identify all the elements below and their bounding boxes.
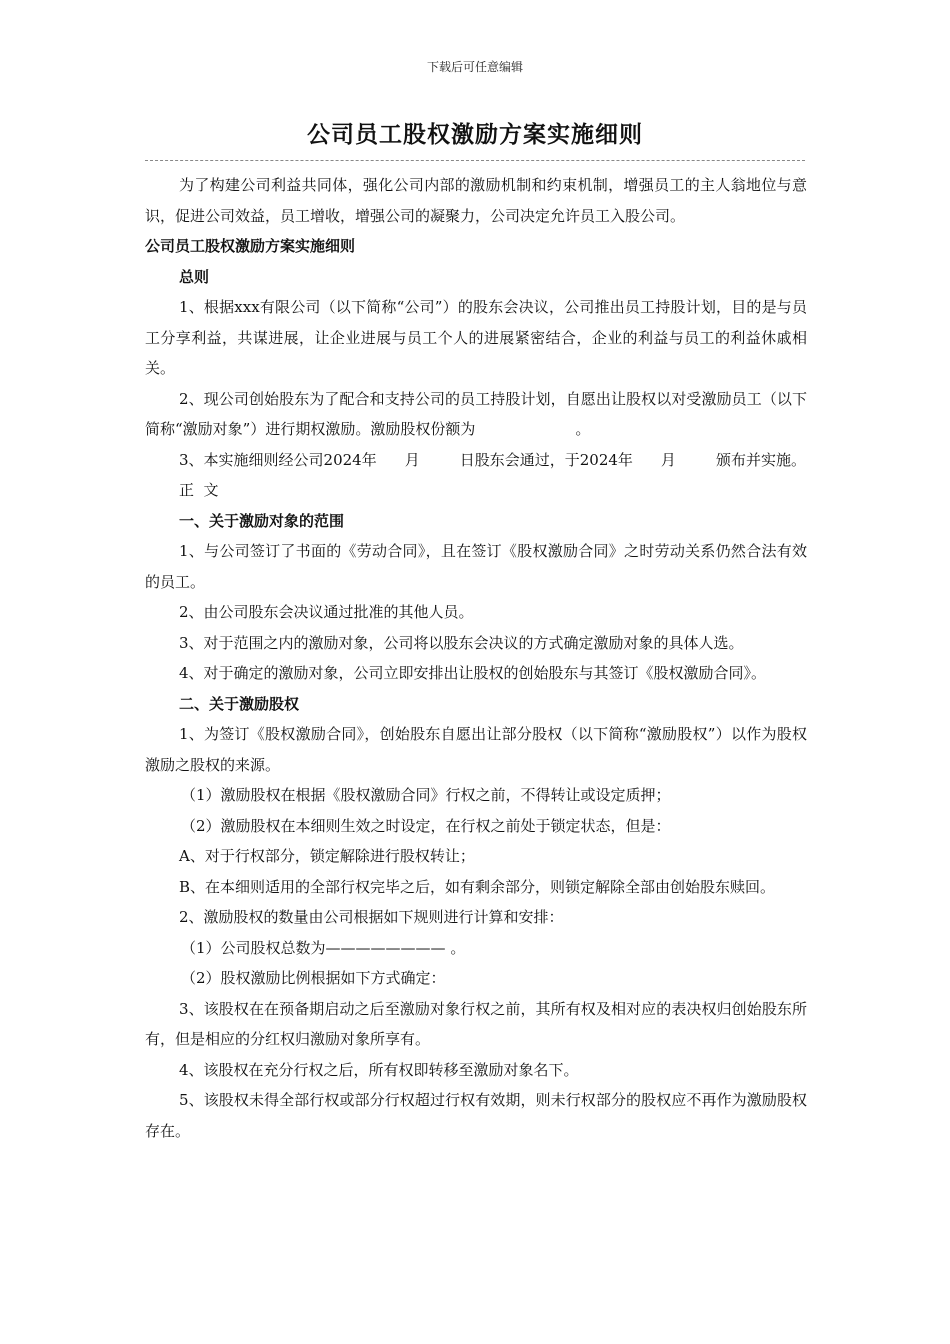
section2-paragraph-5: 5、该股权未得全部行权或部分行权超过行权有效期，则未行权部分的股权应不再作为激励股权存在。 — [145, 1091, 807, 1140]
subtitle: 公司员工股权激励方案实施细则 — [145, 237, 356, 255]
section2-paragraph-2: 2、激励股权的数量由公司根据如下规则进行计算和安排： — [179, 908, 564, 926]
section1-item: 4、对于确定的激励对象，公司立即安排出让股权的创始股东与其签订《股权激励合同》。 — [179, 664, 767, 682]
header-note: 下载后可任意编辑 — [426, 60, 523, 74]
general-heading: 总则 — [179, 267, 210, 286]
section2-item-a: A、对于行权部分，锁定解除进行股权转让； — [179, 847, 475, 865]
section2-sub-1: （1）激励股权在根据《股权激励合同》行权之前，不得转让或设定质押； — [181, 786, 671, 804]
section2-paragraph-1: 1、为签订《股权激励合同》，创始股东自愿出让部分股权（以下简称“激励股权”）以作为股权激励之股权的来源。 — [145, 725, 807, 774]
section1-item: 2、由公司股东会决议通过批准的其他人员。 — [179, 603, 474, 621]
general-paragraph-2-end: 。 — [575, 420, 591, 438]
p3-part-c: 日股东会通过，于2024年 — [459, 450, 633, 469]
p3-part-a: 3、本实施细则经公司2024年 — [179, 450, 377, 469]
general-paragraph-2-text: 2、现公司创始股东为了配合和支持公司的员工持股计划，自愿出让股权以对受激励员工（以下简称“激励对象”）进行期权激励。激励股权份额为 — [145, 389, 807, 438]
section1-heading: 一、关于激励对象的范围 — [179, 511, 345, 530]
section2-sub-3: （1）公司股权总数为———————— 。 — [181, 938, 466, 957]
section1-item: 3、对于范围之内的激励对象，公司将以股东会决议的方式确定激励对象的具体人选。 — [179, 633, 744, 652]
p3-part-d: 月 — [660, 450, 676, 469]
document-body — [145, 170, 807, 1146]
section2-sub-4: （2）股权激励比例根据如下方式确定： — [181, 969, 446, 987]
section2-heading: 二、关于激励股权 — [179, 694, 300, 713]
general-paragraph-2 — [145, 384, 807, 445]
general-paragraph-3 — [145, 445, 807, 476]
section2-item-b: B、在本细则适用的全部行权完毕之后，如有剩余部分，则锁定解除全部由创始股东赎回。 — [179, 877, 776, 896]
section1-item: 1、与公司签订了书面的《劳动合同》，且在签订《股权激励合同》之时劳动关系仍然合法有效的员工。 — [145, 542, 807, 591]
general-paragraph-1: 1、根据xxx有限公司（以下简称“公司”）的股东会决议，公司推出员工持股计划，目的是与员工分享利益，共谋进展，让企业进展与员工个人的进展紧密结合，企业的利益与员工的利益休戚相关。 — [145, 298, 807, 377]
section2-paragraph-4: 4、该股权在充分行权之后，所有权即转移至激励对象名下。 — [179, 1060, 579, 1079]
section2-paragraph-3: 3、该股权在在预备期启动之后至激励对象行权之前，其所有权及相对应的表决权归创始股东所有，但是相应的分红权归激励对象所享有。 — [145, 999, 807, 1048]
title-divider — [145, 160, 805, 161]
p3-part-b: 月 — [404, 450, 420, 469]
page-title: 公司员工股权激励方案实施细则 — [307, 122, 643, 148]
section2-sub-2: （2）激励股权在本细则生效之时设定，在行权之前处于锁定状态，但是： — [181, 816, 671, 835]
intro-paragraph: 为了构建公司利益共同体，强化公司内部的激励机制和约束机制，增强员工的主人翁地位与意识，促进公司效益，员工增收，增强公司的凝聚力，公司决定允许员工入股公司。 — [145, 176, 807, 225]
main-text-heading: 正 文 — [179, 481, 219, 499]
p3-part-e: 颁布并实施。 — [715, 450, 806, 469]
